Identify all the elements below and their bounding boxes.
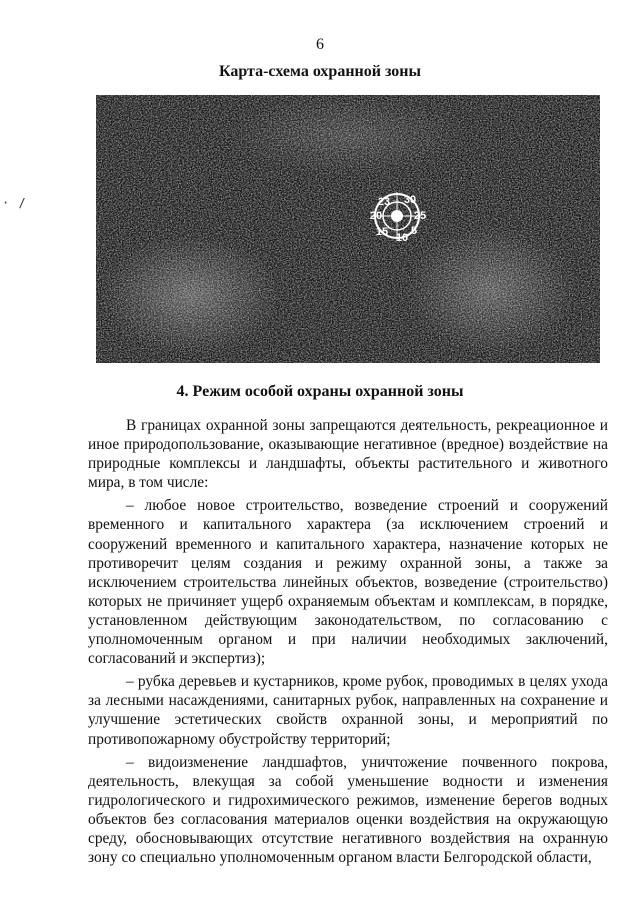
map-distance-label: 20 bbox=[369, 210, 383, 222]
list-item: – рубка деревьев и кустарников, кроме рубок, проводимых в целях ухода за лесными насаждениями, санитарных рубок, направленных на сохранение и улучшение эстетических свойств охранной зоны, и мероприятий по противопожарному обустройству территорий; bbox=[88, 673, 608, 748]
map-distance-label: 5 bbox=[410, 225, 418, 237]
intro-paragraph: В границах охранной зоны запрещаются деятельность, рекреационное и иное природопользование, оказывающие негативное (вредное) воздействие на природные комплексы и ландшафты, объекты растительного и животного мира, в том числе: bbox=[88, 417, 608, 492]
map-distance-label: 10 bbox=[395, 232, 409, 244]
map-image bbox=[96, 95, 600, 363]
map-distance-label: 23 bbox=[377, 196, 391, 208]
body-text bbox=[88, 416, 608, 867]
map-distance-label: 15 bbox=[375, 226, 389, 238]
map-distance-label: 30 bbox=[403, 194, 417, 206]
map-caption: Карта-схема охранной зоны bbox=[218, 63, 422, 80]
section-heading: 4. Режим особой охраны охранной зоны bbox=[176, 383, 464, 400]
map-distance-label: 25 bbox=[413, 210, 427, 222]
scan-margin-mark: · / bbox=[2, 196, 27, 210]
list-item: – видоизменение ландшафтов, уничтожение почвенного покрова, деятельность, влекущая за собой уменьшение водности и изменения гидрологического и гидрохимического режимов, изменение берегов водных объектов без согласования материалов оценки воздействия на окружающую среду, обосновывающих отсутствие негативного воздействия на охранную зону со специально уполномоченным органом власти Белгородской области, bbox=[88, 753, 608, 867]
page-number: 6 bbox=[316, 36, 324, 53]
list-item: – любое новое строительство, возведение строений и сооружений временного и капитального характера (за исключением строений и сооружений временного и капитального характера, назначение которых не противоречит целям создания и режиму охранной зоны, а также за исключением строительства линейных объектов, возведение (строительство) которых не причиняет ущерб охраняемым объектам и комплексам, в порядке, установленном действующим законодательством, по согласованию с уполномоченным органом и при наличии необходимых заключений, согласований и экспертиз); bbox=[88, 497, 608, 668]
